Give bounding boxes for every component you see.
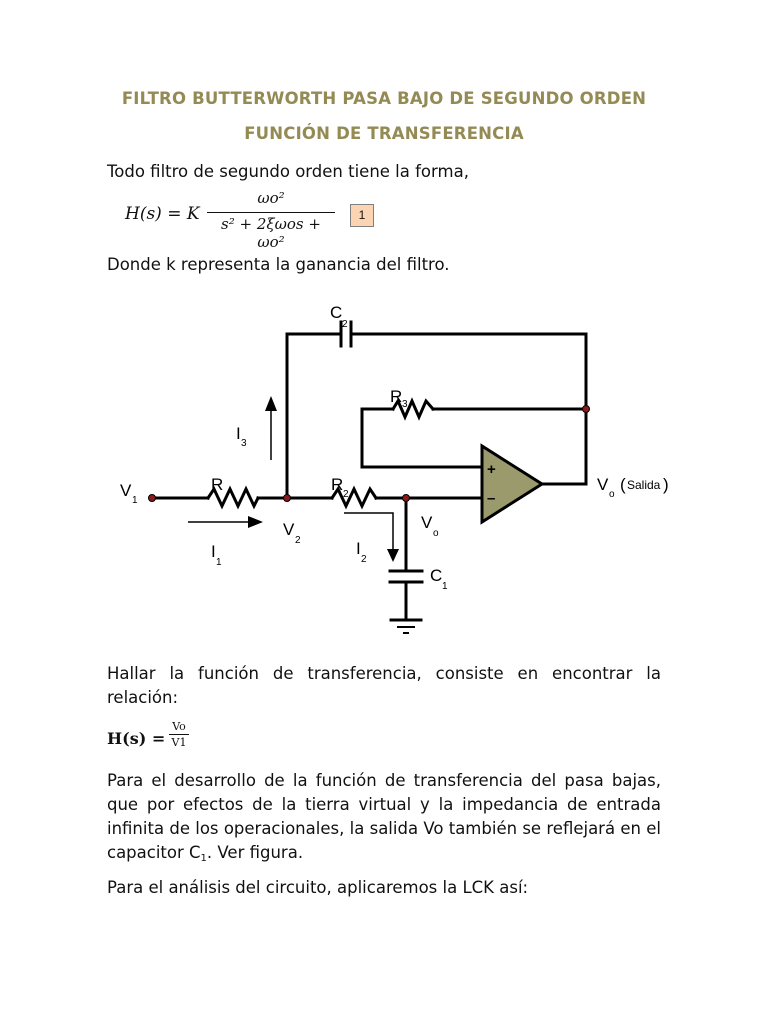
- node-output-feedback: [583, 406, 590, 413]
- development-end: . Ver figura.: [206, 843, 304, 862]
- node-v2: [284, 495, 291, 502]
- label-r1: R: [211, 475, 224, 494]
- ratio-bar: [169, 734, 189, 735]
- arrow-i1-head: [248, 516, 263, 528]
- label-c1-sub: 1: [442, 581, 448, 592]
- ratio-denominator: V1: [171, 736, 187, 749]
- intro-paragraph: Todo filtro de segundo orden tiene la forma,: [107, 162, 469, 181]
- lck-paragraph: Para el análisis del circuito, aplicaremos la LCK así:: [107, 878, 529, 897]
- arrow-i2-shaft: [344, 513, 393, 552]
- gain-paragraph: Donde k representa la ganancia del filtro.: [107, 255, 450, 274]
- label-i3-sub: 3: [241, 438, 247, 449]
- label-v2: V: [283, 520, 295, 539]
- ratio-numerator: Vo: [172, 720, 186, 733]
- relation-paragraph: Hallar la función de transferencia, consiste en encontrar la relación:: [107, 664, 661, 707]
- label-salida: Salida: [627, 478, 661, 492]
- development-text: Para el desarrollo de la función de transferencia del pasa bajas, que por efectos de la tierra virtual y la impedancia de entrada infinita de los operacionales, la salida Vo también se reflejará en el capacitor C: [107, 771, 661, 862]
- label-paren-close: ): [663, 475, 669, 494]
- document-title: FILTRO BUTTERWORTH PASA BAJO DE SEGUNDO ORDEN: [121, 89, 647, 108]
- label-v2-sub: 2: [295, 535, 301, 546]
- ratio-fraction: [169, 720, 189, 749]
- development-sub: 1: [200, 853, 207, 864]
- label-vo-output-sub: o: [609, 489, 615, 500]
- label-r2-sub: 2: [343, 489, 349, 500]
- opamp-plus-sign: +: [487, 461, 496, 478]
- label-vo-node: V: [421, 513, 433, 532]
- ratio-lhs: H(s) =: [107, 729, 166, 748]
- equation-lhs: H(s) = K: [125, 204, 200, 224]
- development-paragraph: [107, 769, 661, 871]
- label-vo-node-sub: o: [433, 528, 439, 539]
- label-i2: I: [356, 539, 361, 558]
- equation-numerator: ωo²: [257, 189, 285, 207]
- label-r2: R: [331, 475, 344, 494]
- ratio-equation: [107, 720, 227, 760]
- label-r3-sub: 3: [402, 399, 408, 410]
- opamp-symbol: [482, 446, 542, 522]
- node-v1: [149, 495, 156, 502]
- label-v1: V: [120, 481, 132, 500]
- label-r3: R: [390, 387, 403, 406]
- label-c2-sub: 2: [342, 319, 348, 330]
- arrow-i3-head: [265, 396, 277, 411]
- section-heading: FUNCIÓN DE TRANSFERENCIA: [244, 124, 524, 143]
- label-i2-sub: 2: [361, 554, 367, 565]
- node-vo: [403, 495, 410, 502]
- label-i1: I: [211, 542, 216, 561]
- equation-number-badge: 1: [350, 204, 374, 227]
- label-c2: C: [330, 303, 343, 322]
- opamp-minus-sign: –: [487, 490, 496, 507]
- label-v1-sub: 1: [132, 495, 138, 506]
- label-i3: I: [236, 424, 241, 443]
- arrow-i2-head: [387, 549, 399, 562]
- label-vo-output: V: [597, 475, 609, 494]
- label-paren-open: (: [620, 475, 626, 494]
- label-i1-sub: 1: [216, 557, 222, 568]
- equation-denominator: s² + 2ξωos + ωo²: [221, 215, 321, 251]
- label-c1: C: [430, 566, 443, 585]
